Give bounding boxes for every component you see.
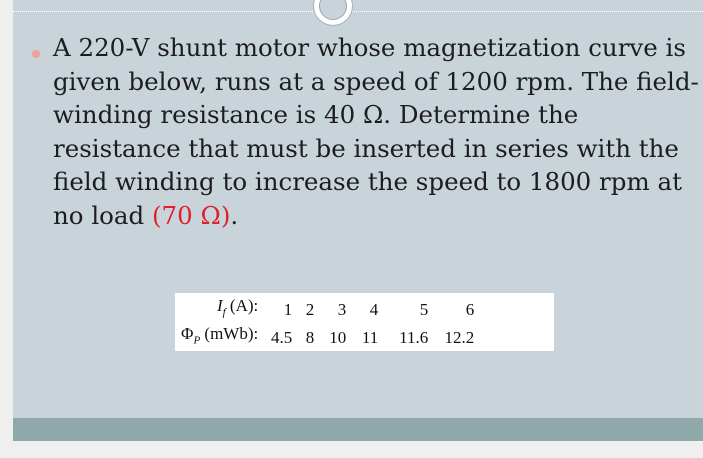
problem-text: A 220-V shunt motor whose magnetization curve is given below, runs at a speed of 1200 rpm. The field-winding resistance is 40 Ω. Determine the resistance that must be inserted in series with the field winding to increase the speed to 1800 rpm at no load [53,33,699,230]
table-cell: 2 [305,299,315,319]
table-cell: 8 [305,328,315,348]
top-divider [13,11,703,12]
table-cell: 4.5 [271,328,293,348]
table-cell: 12.2 [444,328,475,348]
table-cell: 5 [419,299,429,319]
table-cell: 3 [337,299,347,319]
table-cell: 6 [465,299,475,319]
table-cell: 10 [329,328,347,348]
table-row [181,295,474,323]
table-cell: 11.6 [399,328,429,348]
table-row [181,323,474,351]
problem-statement [53,31,703,232]
table-cell: 4 [369,299,379,319]
row-label: $I_f$ (A): [216,296,259,319]
slide [13,0,703,418]
bottom-band [13,418,703,441]
answer-text: (70 Ω) [152,200,231,230]
bullet-icon [32,50,40,58]
magnetization-table [175,293,554,351]
trailing-period: . [230,200,239,230]
table-cell: 11 [361,328,379,348]
circle-ornament-icon [313,0,353,26]
table-cell: 1 [283,299,293,319]
row-label: $\Phi_P$ (mWb): [181,324,259,347]
